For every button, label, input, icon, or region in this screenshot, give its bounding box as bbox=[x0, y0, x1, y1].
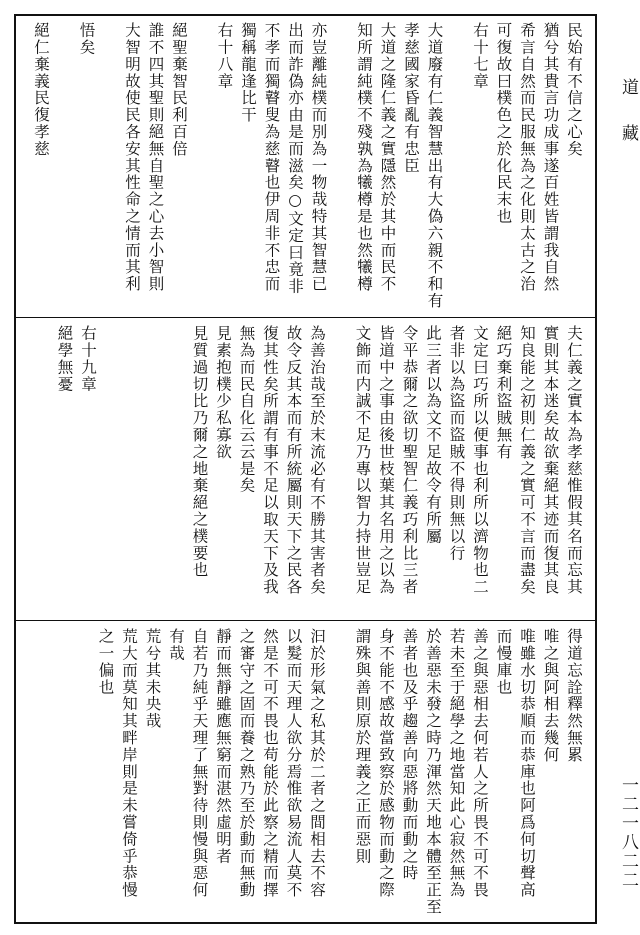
text-column: 汩於形氣之私其於二者之間相去不容 bbox=[308, 628, 326, 899]
text-column: 誰不四其聖則絕無自聖之心去小智則 bbox=[146, 22, 165, 293]
text-column: 荒兮其未央哉 bbox=[143, 628, 162, 730]
text-column: 可復故曰樸色之於化民末也 bbox=[494, 22, 513, 225]
text-column bbox=[328, 325, 350, 614]
text-column: 見質過切比乃爾之地棄絕之樸要也 bbox=[190, 325, 209, 579]
text-column: 無為而民自化云云是矣 bbox=[237, 325, 256, 494]
text-column: 若未至于絕學之地當知此心寂然無為 bbox=[447, 628, 466, 899]
text-column: 有哉 bbox=[167, 628, 185, 662]
text-column: 身不能不感故當致察於感物而動之際 bbox=[377, 628, 395, 899]
text-column: 者非以為盜而盜賊不得則無以行 bbox=[447, 325, 466, 562]
text-column: 絕仁棄義民復孝慈 bbox=[32, 22, 50, 158]
text-column: 知良能之初則仁義之實可不言而盡矣 bbox=[518, 325, 536, 596]
text-column: 之審守之固而養之熟乃至於動而無動 bbox=[237, 628, 256, 899]
text-column: 靜而無靜雖應無窮而湛然虛明者 bbox=[214, 628, 232, 865]
text-column: 令平恭爾之欲切聖智仁義巧利比三者 bbox=[400, 325, 419, 596]
text-column: 皆道中之事由後世枝葉其名用之以為 bbox=[377, 325, 395, 596]
text-column: 夫仁義之實本為孝慈惟假其名而忘其 bbox=[565, 325, 583, 596]
text-column bbox=[99, 325, 121, 614]
text-column bbox=[165, 325, 187, 614]
text-column bbox=[190, 22, 212, 311]
panel-divider-1 bbox=[16, 317, 595, 318]
text-column: 以髮而天理人欲分焉惟欲易流人莫不 bbox=[284, 628, 303, 899]
text-column bbox=[143, 325, 165, 614]
text-column: 文定曰巧所以便事也利所以濟物也二 bbox=[471, 325, 489, 596]
collection-label: 道 藏 bbox=[618, 78, 638, 147]
text-column: 獨稱龍逢比干 bbox=[239, 22, 257, 124]
text-column: 孝慈國家昏亂有忠臣 bbox=[402, 22, 420, 175]
text-column: 之一偏也 bbox=[96, 628, 115, 696]
text-column: 知所謂純樸不殘孰為犧樽是也然犧樽 bbox=[355, 22, 373, 293]
text-column: 見素抱樸少私寡欲 bbox=[214, 325, 232, 461]
text-column: 右十八章 bbox=[215, 22, 234, 90]
text-column bbox=[328, 628, 350, 916]
text-column: 右十七章 bbox=[471, 22, 489, 90]
text-column: 出而詐偽亦由是而滋矣○文定曰竟非 bbox=[286, 22, 304, 295]
text-column bbox=[330, 22, 352, 311]
text-column: 善者也及乎趨善向惡將動而動之時 bbox=[400, 628, 419, 882]
text-column: 大道之隆仁義之實隱然於其中而民不 bbox=[378, 22, 397, 293]
text-column: 得道忘詮釋然無累 bbox=[565, 628, 583, 764]
text-column: 大智明故使民各安其性命之情而其利 bbox=[123, 22, 141, 293]
text-column bbox=[121, 325, 143, 614]
text-column: 希言自然而民服無為之化則太古之治 bbox=[518, 22, 536, 293]
text-column: 猶兮其貴言功成事遂百姓皆謂我自然 bbox=[541, 22, 560, 293]
text-column: 故令反其本而有所統屬則天下之民各 bbox=[284, 325, 303, 596]
text-column: 善之與惡相去何若人之所畏不可不畏 bbox=[471, 628, 489, 899]
text-column: 為善治哉至於末流必有不勝其害者矣 bbox=[308, 325, 326, 596]
text-column: 唯之與阿相去幾何 bbox=[541, 628, 560, 764]
text-column: 實則其本迷矣故欲棄絕其迹而復其良 bbox=[541, 325, 560, 596]
text-column: 自若乃純乎天理了無對待則慢與惡何 bbox=[190, 628, 209, 899]
panel-divider-2 bbox=[16, 620, 595, 621]
page-number: 一二一八二二 bbox=[618, 776, 638, 890]
text-column: 大道廢有仁義智慧出有大偽六親不和有 bbox=[425, 22, 444, 310]
text-column: 亦豈離純樸而別為一物哉特其智慧已 bbox=[309, 22, 328, 293]
text-column: 絕聖棄智民利百倍 bbox=[170, 22, 188, 158]
panel-middle bbox=[16, 319, 595, 620]
text-column bbox=[98, 22, 120, 311]
page-frame bbox=[14, 14, 597, 924]
text-column: 然是不可不畏也苟能於此察之精而擇 bbox=[261, 628, 279, 899]
text-column: 而慢庫也 bbox=[494, 628, 513, 696]
text-column: 絕學無憂 bbox=[55, 325, 74, 393]
text-column: 悟矣 bbox=[77, 22, 96, 56]
text-column: 謂殊與善則原於理義之正而惡則 bbox=[353, 628, 372, 865]
text-column: 絕巧棄利盜賊無有 bbox=[494, 325, 513, 461]
text-column: 民始有不信之心矣 bbox=[565, 22, 583, 158]
panel-top bbox=[16, 16, 595, 317]
text-column: 右十九章 bbox=[79, 325, 97, 393]
text-column: 唯雖水切恭順而恭庫也阿爲何切聲高 bbox=[518, 628, 536, 899]
text-column bbox=[446, 22, 468, 311]
text-column: 不孝而獨瞽叟為慈瞽也伊周非不忠而 bbox=[262, 22, 281, 293]
panel-bottom bbox=[16, 622, 595, 922]
text-column: 於善惡未發之時乃渾然天地本體至正至 bbox=[424, 628, 442, 916]
text-column: 復其性矣所謂有事不足以取天下及我 bbox=[261, 325, 279, 596]
text-column bbox=[52, 22, 74, 311]
text-column: 文飾而内誠不足乃專以智力持世豈足 bbox=[353, 325, 372, 596]
text-column: 此三者以為文不足故令有所屬 bbox=[424, 325, 442, 545]
text-column: 荒大而莫知其畔岸則是未嘗倚乎恭慢 bbox=[120, 628, 138, 899]
